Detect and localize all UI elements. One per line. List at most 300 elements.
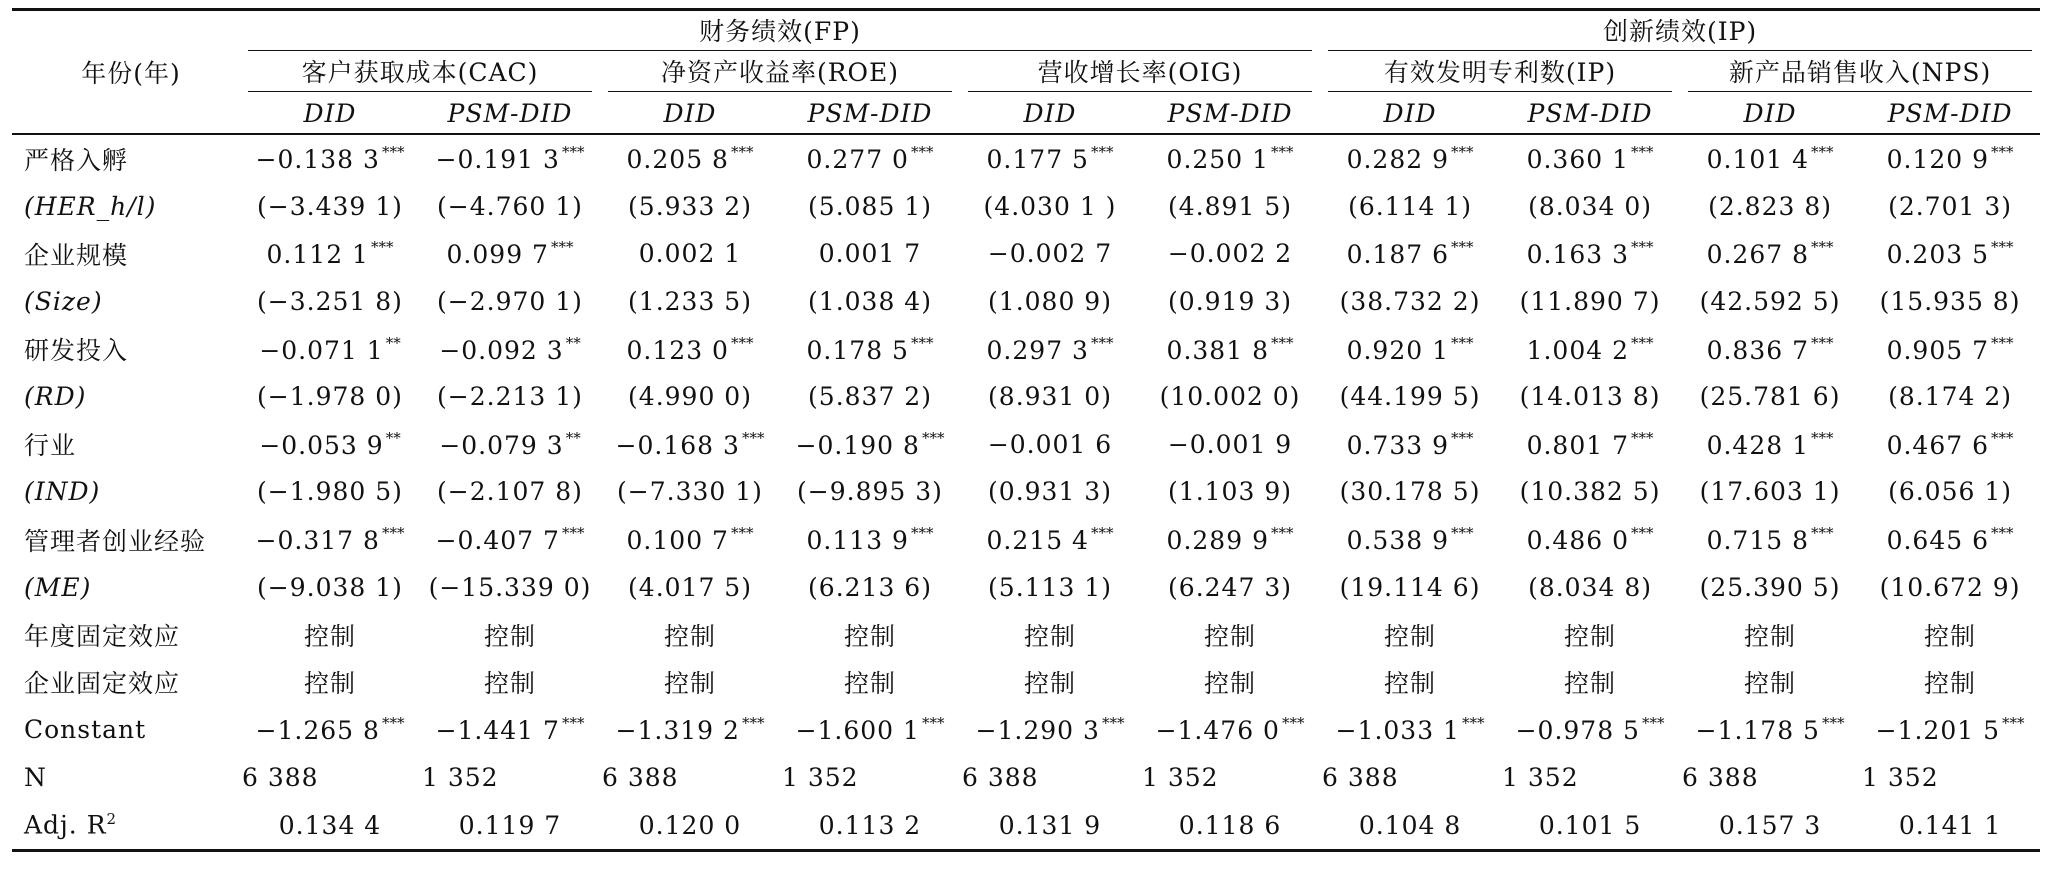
cell-value: (0.931 3) [988, 477, 1112, 507]
cell-value: 0.131 9 [998, 810, 1102, 840]
table-cell [1500, 230, 1680, 278]
cell-value: (6.247 3) [1168, 572, 1292, 602]
table-cell [600, 183, 780, 231]
row-label-text: 研发投入 [24, 336, 129, 366]
row-label [12, 659, 240, 707]
table-cell [1320, 706, 1500, 754]
row-label [12, 183, 240, 231]
table-cell [1500, 373, 1680, 421]
table-cell [240, 801, 420, 850]
table-cell [420, 706, 600, 754]
table-cell [960, 516, 1140, 564]
row-label [12, 563, 240, 611]
cell-value: (15.935 8) [1879, 287, 2021, 317]
table-cell [1860, 230, 2040, 278]
cell-value: (−9.038 1) [257, 572, 403, 602]
table-cell [1680, 230, 1860, 278]
cell-value: 0.905 7 [1886, 335, 1990, 365]
table-cell [780, 611, 960, 659]
table-cell [1320, 183, 1500, 231]
cell-value: 6 388 [602, 763, 679, 793]
table-cell [600, 563, 780, 611]
cell-value: 0.801 7 [1526, 430, 1629, 460]
cell-value: (25.390 5) [1699, 572, 1841, 602]
method-header: DID [240, 93, 420, 134]
table-cell [960, 421, 1140, 469]
cell-value: 0.002 1 [638, 239, 742, 269]
cell-value: (−2.107 8) [437, 477, 583, 507]
significance-stars: *** [1451, 143, 1474, 162]
method-header: PSM-DID [1140, 93, 1320, 134]
table-row [12, 801, 2040, 850]
cell-value: (4.990 0) [628, 382, 752, 412]
table-cell [1140, 373, 1320, 421]
row-label-text: (Size) [24, 287, 103, 317]
table-cell [600, 706, 780, 754]
table-cell [1320, 278, 1500, 326]
table-cell [240, 230, 420, 278]
cell-value: (−15.339 0) [428, 572, 592, 602]
significance-stars: *** [1270, 333, 1294, 352]
table-cell [1860, 278, 2040, 326]
subheader-nps [1680, 51, 2040, 93]
cell-value: −0.191 3 [435, 145, 560, 175]
method-header: PSM-DID [1860, 93, 2040, 134]
table-cell [420, 468, 600, 516]
table-cell [780, 659, 960, 707]
cell-value: 控制 [663, 621, 716, 651]
cell-value: −0.079 3 [439, 430, 564, 460]
cell-value: 0.157 3 [1718, 810, 1822, 840]
row-label [12, 421, 240, 469]
regression-table-container [12, 8, 2040, 852]
cell-value: 控制 [303, 621, 356, 651]
cell-value: 0.267 8 [1706, 240, 1809, 270]
row-label [12, 801, 240, 850]
significance-stars: *** [381, 524, 405, 543]
table-cell [600, 134, 780, 183]
table-cell [240, 183, 420, 231]
table-cell [420, 134, 600, 183]
table-row [12, 706, 2040, 754]
cell-value: −0.092 3 [439, 335, 564, 365]
cell-value: (2.823 8) [1708, 191, 1832, 221]
table-cell [1860, 801, 2040, 850]
method-header: PSM-DID [1500, 93, 1680, 134]
cell-value: 1 352 [1502, 763, 1579, 793]
significance-stars: *** [561, 524, 585, 543]
significance-stars: *** [910, 524, 934, 543]
significance-stars: *** [370, 238, 394, 257]
table-cell [1140, 468, 1320, 516]
row-label [12, 754, 240, 802]
row-label-text: (IND) [24, 477, 101, 507]
table-cell [780, 183, 960, 231]
table-cell [600, 801, 780, 850]
cell-value: −0.001 9 [1167, 429, 1293, 459]
significance-stars: *** [1991, 524, 2014, 543]
cell-value: 1.004 2 [1526, 335, 1629, 365]
cell-value: (10.672 9) [1879, 572, 2021, 602]
significance-stars: *** [1451, 238, 1474, 257]
table-cell [1500, 659, 1680, 707]
table-cell [960, 325, 1140, 373]
regression-table [12, 8, 2040, 852]
table-row [12, 754, 2040, 802]
significance-stars: *** [1281, 714, 1305, 733]
table-cell [1500, 801, 1680, 850]
cell-value: (38.732 2) [1339, 287, 1481, 317]
method-header: PSM-DID [420, 93, 600, 134]
table-cell [780, 801, 960, 850]
cell-value: (25.781 6) [1699, 382, 1841, 412]
table-cell [1680, 373, 1860, 421]
significance-stars: *** [1811, 333, 1834, 352]
table-cell [600, 325, 780, 373]
cell-value: 0.467 6 [1886, 430, 1990, 460]
significance-stars: *** [1991, 143, 2014, 162]
group-header-innovation [1320, 10, 2040, 52]
table-cell [1680, 468, 1860, 516]
significance-stars: *** [1811, 238, 1834, 257]
significance-stars: *** [741, 428, 765, 447]
cell-value: (4.891 5) [1168, 191, 1292, 221]
cell-value: 0.119 7 [458, 810, 562, 840]
table-cell [1320, 516, 1500, 564]
cell-value: (10.382 5) [1519, 477, 1661, 507]
table-cell [600, 468, 780, 516]
significance-stars: *** [1631, 333, 1654, 352]
significance-stars: *** [910, 333, 934, 352]
cell-value: −0.002 7 [987, 239, 1113, 269]
cell-value: 0.178 5 [806, 335, 909, 365]
cell-value: (−1.980 5) [257, 477, 403, 507]
row-label [12, 230, 240, 278]
table-cell [600, 611, 780, 659]
cell-value: 0.381 8 [1166, 335, 1269, 365]
cell-value: (42.592 5) [1699, 287, 1841, 317]
cell-value: 0.120 9 [1886, 145, 1990, 175]
subheader-nps-label: 新产品销售收入(NPS) [1688, 53, 2032, 92]
subheader-roe [600, 51, 960, 93]
cell-value: 0.645 6 [1886, 526, 1990, 556]
row-label-text: (HER_h/l) [24, 191, 157, 221]
cell-value: −1.265 8 [255, 716, 380, 746]
significance-stars: *** [910, 143, 934, 162]
cell-value: −0.001 6 [987, 429, 1113, 459]
cell-value: 控制 [1924, 621, 1977, 651]
cell-value: 0.118 6 [1178, 810, 1282, 840]
table-cell [1500, 278, 1680, 326]
table-cell [960, 230, 1140, 278]
cell-value: −0.071 1 [259, 335, 384, 365]
table-cell [240, 611, 420, 659]
table-cell [1140, 230, 1320, 278]
table-cell [960, 611, 1140, 659]
table-cell [1860, 373, 2040, 421]
table-row [12, 659, 2040, 707]
table-cell [1860, 421, 2040, 469]
table-cell [1140, 611, 1320, 659]
cell-value: 0.134 4 [278, 810, 382, 840]
year-header: 年份(年) [12, 10, 240, 135]
significance-stars: *** [561, 143, 585, 162]
table-row [12, 325, 2040, 373]
table-row [12, 134, 2040, 183]
significance-stars: *** [1811, 143, 1834, 162]
cell-value: (19.114 6) [1339, 572, 1481, 602]
table-cell [600, 659, 780, 707]
row-label [12, 278, 240, 326]
table-cell [1500, 516, 1680, 564]
significance-stars: *** [1641, 714, 1665, 733]
table-cell [1500, 611, 1680, 659]
cell-value: 0.205 8 [626, 145, 729, 175]
cell-value: 0.123 0 [626, 335, 729, 365]
table-cell [420, 611, 600, 659]
subheader-cac-label: 客户获取成本(CAC) [248, 53, 592, 92]
table-cell [600, 421, 780, 469]
cell-value: 6 388 [242, 763, 319, 793]
table-cell [780, 421, 960, 469]
table-cell [1500, 421, 1680, 469]
cell-value: 1 352 [422, 763, 499, 793]
row-label-text: 年度固定效应 [24, 621, 181, 651]
cell-value: (−9.895 3) [797, 477, 943, 507]
table-row [12, 563, 2040, 611]
cell-value: 控制 [1744, 669, 1797, 699]
cell-value: 0.486 0 [1526, 526, 1629, 556]
significance-stars: *** [730, 143, 754, 162]
table-cell [1140, 183, 1320, 231]
significance-stars: *** [1461, 714, 1485, 733]
table-cell [780, 325, 960, 373]
table-cell [1680, 754, 1860, 802]
cell-value: −0.190 8 [795, 430, 920, 460]
significance-stars: *** [741, 714, 765, 733]
table-cell [960, 801, 1140, 850]
cell-value: 控制 [1023, 669, 1076, 699]
cell-value: (6.114 1) [1348, 191, 1472, 221]
significance-stars: *** [1991, 428, 2014, 447]
cell-value: −1.201 5 [1875, 716, 2000, 746]
table-cell [1140, 563, 1320, 611]
table-cell [240, 516, 420, 564]
row-label [12, 516, 240, 564]
table-cell [1140, 325, 1320, 373]
row-label [12, 706, 240, 754]
method-header-row [12, 93, 2040, 134]
significance-stars: *** [1090, 524, 1114, 543]
table-cell [780, 230, 960, 278]
method-header: DID [960, 93, 1140, 134]
table-cell [1140, 421, 1320, 469]
table-row [12, 611, 2040, 659]
significance-stars: *** [561, 714, 585, 733]
table-cell [780, 468, 960, 516]
cell-value: 控制 [303, 669, 356, 699]
cell-value: 0.101 5 [1538, 810, 1642, 840]
cell-value: 0.538 9 [1346, 526, 1449, 556]
table-row [12, 278, 2040, 326]
cell-value: 控制 [1564, 621, 1617, 651]
significance-stars: *** [2001, 714, 2025, 733]
cell-value: 控制 [1384, 669, 1437, 699]
cell-value: 0.113 9 [806, 526, 909, 556]
significance-stars: *** [1811, 428, 1834, 447]
table-cell [1320, 754, 1500, 802]
table-cell [420, 801, 600, 850]
significance-stars: *** [730, 333, 754, 352]
cell-value: 0.428 1 [1706, 430, 1809, 460]
cell-value: 控制 [1023, 621, 1076, 651]
significance-stars: *** [1631, 238, 1654, 257]
table-cell [960, 373, 1140, 421]
table-cell [240, 563, 420, 611]
cell-value: −1.319 2 [615, 716, 740, 746]
cell-value: −0.138 3 [255, 145, 380, 175]
cell-value: 1 352 [782, 763, 859, 793]
cell-value: −0.002 2 [1167, 239, 1293, 269]
cell-value: (8.034 8) [1528, 572, 1652, 602]
cell-value: 0.101 4 [1706, 145, 1809, 175]
cell-value: (30.178 5) [1339, 477, 1481, 507]
table-cell [1320, 468, 1500, 516]
subheader-cac [240, 51, 600, 93]
cell-value: −0.053 9 [259, 430, 384, 460]
significance-stars: ** [565, 428, 581, 447]
table-cell [960, 134, 1140, 183]
method-header: DID [1680, 93, 1860, 134]
cell-value: 0.277 0 [806, 145, 909, 175]
table-cell [240, 421, 420, 469]
table-cell [1860, 468, 2040, 516]
table-cell [600, 373, 780, 421]
cell-value: −0.407 7 [435, 526, 560, 556]
table-cell [960, 468, 1140, 516]
table-cell [1320, 230, 1500, 278]
row-label-superscript: 2 [106, 810, 118, 829]
table-cell [1680, 563, 1860, 611]
cell-value: 6 388 [1322, 763, 1399, 793]
cell-value: 6 388 [962, 763, 1039, 793]
cell-value: 0.836 7 [1706, 335, 1809, 365]
cell-value: 控制 [1204, 669, 1257, 699]
row-label-text: (RD) [24, 382, 87, 412]
cell-value: 0.187 6 [1346, 240, 1449, 270]
significance-stars: *** [1811, 524, 1834, 543]
row-label [12, 325, 240, 373]
table-cell [1140, 134, 1320, 183]
significance-stars: *** [1101, 714, 1125, 733]
cell-value: (10.002 0) [1159, 382, 1301, 412]
row-label [12, 134, 240, 183]
cell-value: −0.168 3 [615, 430, 740, 460]
cell-value: 0.715 8 [1706, 526, 1809, 556]
table-cell [960, 706, 1140, 754]
significance-stars: *** [1270, 524, 1294, 543]
cell-value: (−2.213 1) [437, 382, 583, 412]
table-cell [240, 134, 420, 183]
significance-stars: *** [1451, 524, 1474, 543]
cell-value: −1.290 3 [975, 716, 1100, 746]
row-label [12, 468, 240, 516]
table-cell [240, 754, 420, 802]
table-cell [1680, 325, 1860, 373]
significance-stars: ** [385, 428, 401, 447]
cell-value: 0.733 9 [1346, 430, 1449, 460]
table-cell [780, 706, 960, 754]
significance-stars: *** [1991, 333, 2014, 352]
table-cell [240, 278, 420, 326]
cell-value: 控制 [483, 621, 536, 651]
table-cell [1500, 754, 1680, 802]
table-cell [420, 754, 600, 802]
table-cell [960, 754, 1140, 802]
table-cell [1140, 278, 1320, 326]
table-cell [1500, 468, 1680, 516]
table-cell [1140, 754, 1320, 802]
table-cell [1320, 611, 1500, 659]
cell-value: 0.100 7 [626, 526, 729, 556]
cell-value: 控制 [483, 669, 536, 699]
cell-value: −1.441 7 [435, 716, 560, 746]
method-header: DID [600, 93, 780, 134]
cell-value: (5.085 1) [808, 191, 932, 221]
table-cell [780, 516, 960, 564]
subheader-roe-label: 净资产收益率(ROE) [608, 53, 952, 92]
table-cell [1320, 563, 1500, 611]
significance-stars: *** [1451, 428, 1474, 447]
table-cell [960, 659, 1140, 707]
cell-value: 控制 [1384, 621, 1437, 651]
significance-stars: *** [1090, 333, 1114, 352]
cell-value: (17.603 1) [1699, 477, 1841, 507]
cell-value: (5.933 2) [628, 191, 752, 221]
table-cell [960, 278, 1140, 326]
table-cell [240, 373, 420, 421]
cell-value: (4.017 5) [628, 572, 752, 602]
significance-stars: *** [381, 714, 405, 733]
cell-value: (0.919 3) [1168, 287, 1292, 317]
table-cell [420, 373, 600, 421]
row-label-text: 企业固定效应 [24, 669, 181, 699]
cell-value: (−1.978 0) [257, 382, 403, 412]
table-cell [1860, 659, 2040, 707]
table-cell [1320, 373, 1500, 421]
table-cell [1140, 801, 1320, 850]
table-cell [420, 230, 600, 278]
subheader-ip-label: 有效发明专利数(IP) [1328, 53, 1672, 92]
table-cell [420, 516, 600, 564]
cell-value: (1.080 9) [988, 287, 1112, 317]
row-label [12, 611, 240, 659]
group-header-financial-label: 财务绩效(FP) [248, 12, 1312, 51]
cell-value: 控制 [843, 669, 896, 699]
cell-value: 0.289 9 [1166, 526, 1269, 556]
significance-stars: *** [550, 238, 574, 257]
table-cell [600, 278, 780, 326]
row-label-text: Constant [24, 715, 147, 745]
cell-value: (−3.251 8) [257, 287, 403, 317]
table-row [12, 516, 2040, 564]
cell-value: 控制 [1744, 621, 1797, 651]
subheader-ip [1320, 51, 1680, 93]
method-header: PSM-DID [780, 93, 960, 134]
subheader-oig-label: 营收增长率(OIG) [968, 53, 1312, 92]
table-cell [960, 183, 1140, 231]
cell-value: (11.890 7) [1519, 287, 1661, 317]
